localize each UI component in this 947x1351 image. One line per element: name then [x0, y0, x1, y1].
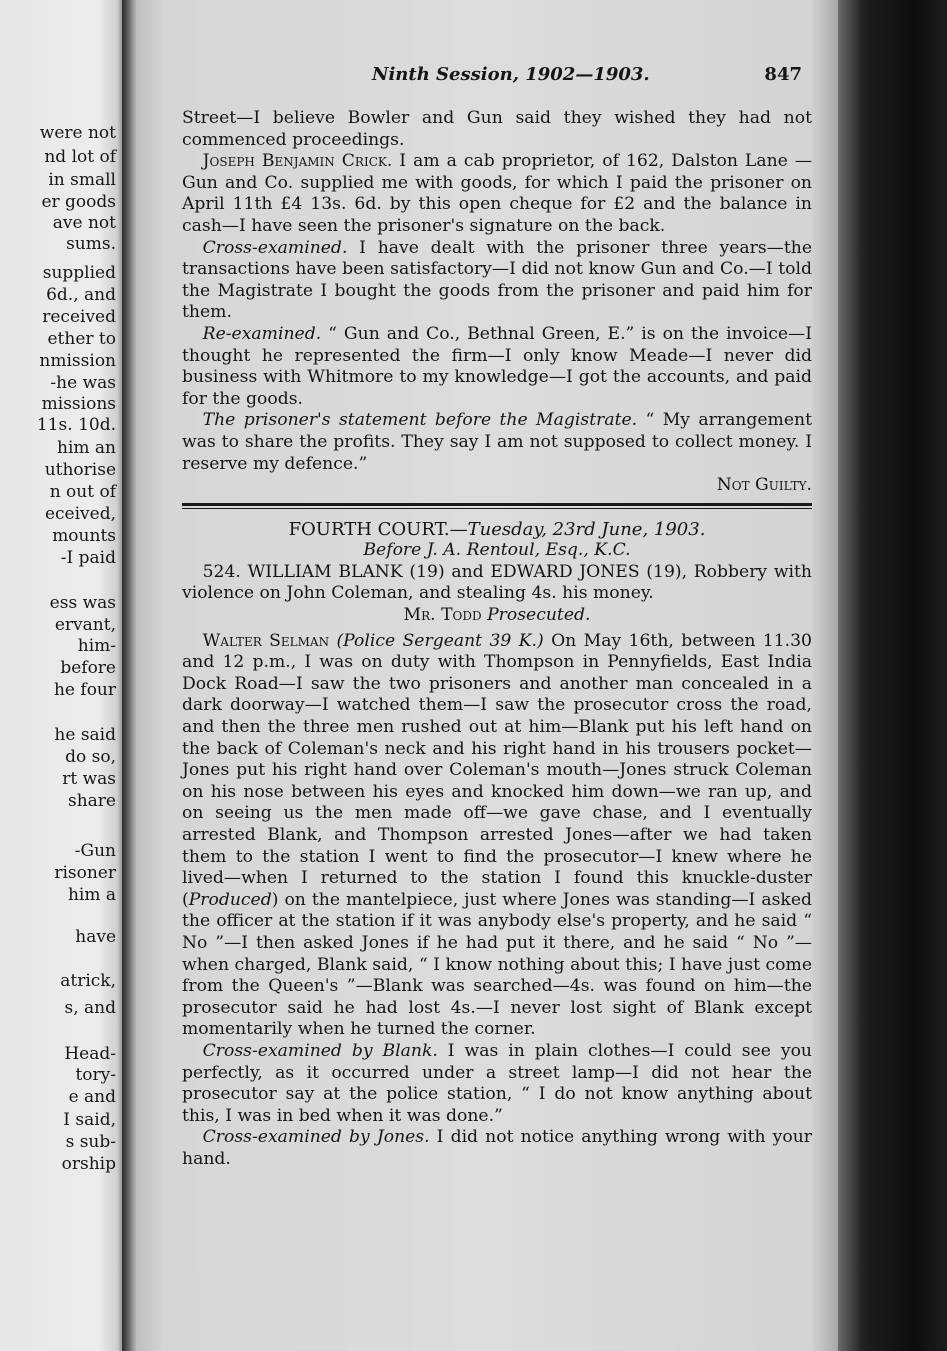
left-page-line: have	[75, 927, 116, 947]
cross-examination-paragraph: Cross-examined. I have dealt with the prisoner three years—the transactions have been satisfactory—I did not know Gun and Co.—I told the Magistrate I bought the goods from the prisoner and paid him for them.	[182, 237, 812, 323]
left-page-line: were not	[39, 123, 116, 143]
left-page-line: share	[68, 791, 116, 811]
page-body	[182, 108, 812, 1171]
left-page-line: supplied	[42, 263, 116, 283]
left-page-line: -I paid	[60, 548, 116, 568]
case-heading: 524. WILLIAM BLANK (19) and EDWARD JONES (19), Robbery with violence on John Coleman, and stealing 4s. his money.	[182, 561, 812, 604]
left-page-line: risoner	[54, 863, 116, 883]
left-page-line: -he was	[50, 373, 116, 393]
page-number: 847	[764, 64, 802, 85]
left-page-line: him an	[57, 438, 116, 458]
left-page	[0, 0, 122, 1351]
running-title: Ninth Session, 1902—1903.	[372, 64, 650, 85]
left-page-line: atrick,	[60, 971, 116, 991]
left-page-line: rt was	[62, 769, 116, 789]
right-page	[136, 0, 838, 1351]
witness-name: Joseph Benjamin Crick.	[202, 151, 393, 172]
left-page-line: orship	[61, 1154, 116, 1174]
left-page-line: nd lot of	[44, 147, 116, 167]
left-page-line: do so,	[65, 747, 116, 767]
left-page-line: him a	[67, 885, 116, 905]
left-page-line: he said	[54, 725, 116, 745]
left-page-line: ervant,	[54, 615, 116, 635]
left-page-line: ave not	[52, 213, 116, 233]
court-heading: FOURTH COURT.—Tuesday, 23rd June, 1903.	[288, 518, 706, 540]
left-page-line: missions	[41, 394, 116, 414]
cross-examined-by-jones-paragraph: Cross-examined by Jones. I did not notice anything wrong with your hand.	[182, 1127, 812, 1169]
paragraph-continuation: Street—I believe Bowler and Gun said they wished they had not commenced proceedings.	[182, 108, 812, 150]
left-page-line: 6d., and	[46, 285, 116, 305]
left-page-line: nmission	[39, 351, 116, 371]
left-page-line: him-	[77, 636, 116, 656]
left-page-line: received	[42, 307, 116, 327]
page-edge-shadow	[838, 0, 860, 1351]
verdict: Not Guilty.	[716, 475, 812, 496]
left-page-line: before	[60, 658, 116, 678]
left-page-line: eceived,	[44, 504, 116, 524]
left-page-line: s, and	[64, 998, 116, 1018]
left-page-line: in small	[48, 170, 116, 190]
witness-crick-paragraph: Joseph Benjamin Crick. I am a cab proprietor, of 162, Dalston Lane —Gun and Co. supplied me with goods, for which I paid the prisoner on April 11th £4 13s. 6d. by this open cheque for £2 and the balance in cash—I have seen the prisoner's signature on the back.	[182, 151, 813, 236]
left-page-line: he four	[53, 680, 116, 700]
left-page-line: I said,	[63, 1110, 116, 1130]
page-header	[182, 64, 820, 92]
prosecutor-line: Mr. Todd Prosecuted.	[403, 605, 591, 626]
cross-examined-by-blank-paragraph: Cross-examined by Blank. I was in plain clothes—I could see you perfectly, as it occurred under a street lamp—I did not hear the prosecutor say at the police station, “ I do not know anything about this, I was in bed when it was done.”	[182, 1040, 812, 1126]
witness-selman-paragraph: Walter Selman (Police Sergeant 39 K.) On May 16th, between 11.30 and 12 p.m., I was on duty with Thompson in Pennyfields, East India Dock Road—I saw the two prisoners and another man concealed in a dark doorway—I watched them—I saw the prosecutor cross the road, and then the three men rushed out at him—Blank put his left hand on the back of Coleman's neck and his right hand in his trousers pocket—Jones put his right hand over Coleman's mouth—Jones struck Coleman on his nose between his eyes and knocked him down—we ran up, and on seeing us the men made off—we gave chase, and I eventually arrested Blank, and Thompson arrested Jones—after we had taken them to the station I went to find the prosecutor—I knew where he lived—when I returned to the station I found this knuckle-duster (Produced) on the mantelpiece, just where Jones was standing—I asked the officer at the station if it was anybody else's property, and he said “ No ”—I then asked Jones if he had put it there, and he said “ No ”—when charged, Blank said, “ I know nothing about this; I have just come from the Queen's ”—Blank was searched—4s. was found on him—the prosecutor said he had lost 4s.—I never lost sight of Blank except momentarily when he turned the corner.	[182, 630, 812, 1040]
re-examination-paragraph: Re-examined. “ Gun and Co., Bethnal Green, E.” is on the invoice—I thought he represented the firm—I only know Meade—I never did business with Whitmore to my knowledge—I got the accounts, and paid for the goods.	[182, 323, 812, 409]
left-page-line: er goods	[41, 192, 116, 212]
left-page-line: n out of	[49, 482, 116, 502]
left-page-line: uthorise	[44, 460, 116, 480]
left-page-line: ess was	[49, 593, 116, 613]
left-page-line: -Gun	[74, 841, 116, 861]
left-page-line: ether to	[47, 329, 116, 349]
prisoner-statement-paragraph: The prisoner's statement before the Magistrate. “ My arrangement was to share the profits. They say I am not supposed to collect money. I reserve my defence.”	[182, 410, 813, 474]
left-page-line: mounts	[52, 526, 116, 546]
section-divider	[182, 503, 812, 509]
left-page-line: 11s. 10d.	[36, 415, 116, 435]
before-judge: Before J. A. Rentoul, Esq., K.C.	[363, 540, 631, 561]
left-page-line: e and	[68, 1087, 116, 1107]
left-page-line: tory-	[75, 1065, 116, 1085]
left-page-line: s sub-	[65, 1132, 116, 1152]
left-page-line: Head-	[64, 1044, 116, 1064]
book-gutter	[122, 0, 136, 1351]
left-page-line: sums.	[66, 234, 116, 254]
